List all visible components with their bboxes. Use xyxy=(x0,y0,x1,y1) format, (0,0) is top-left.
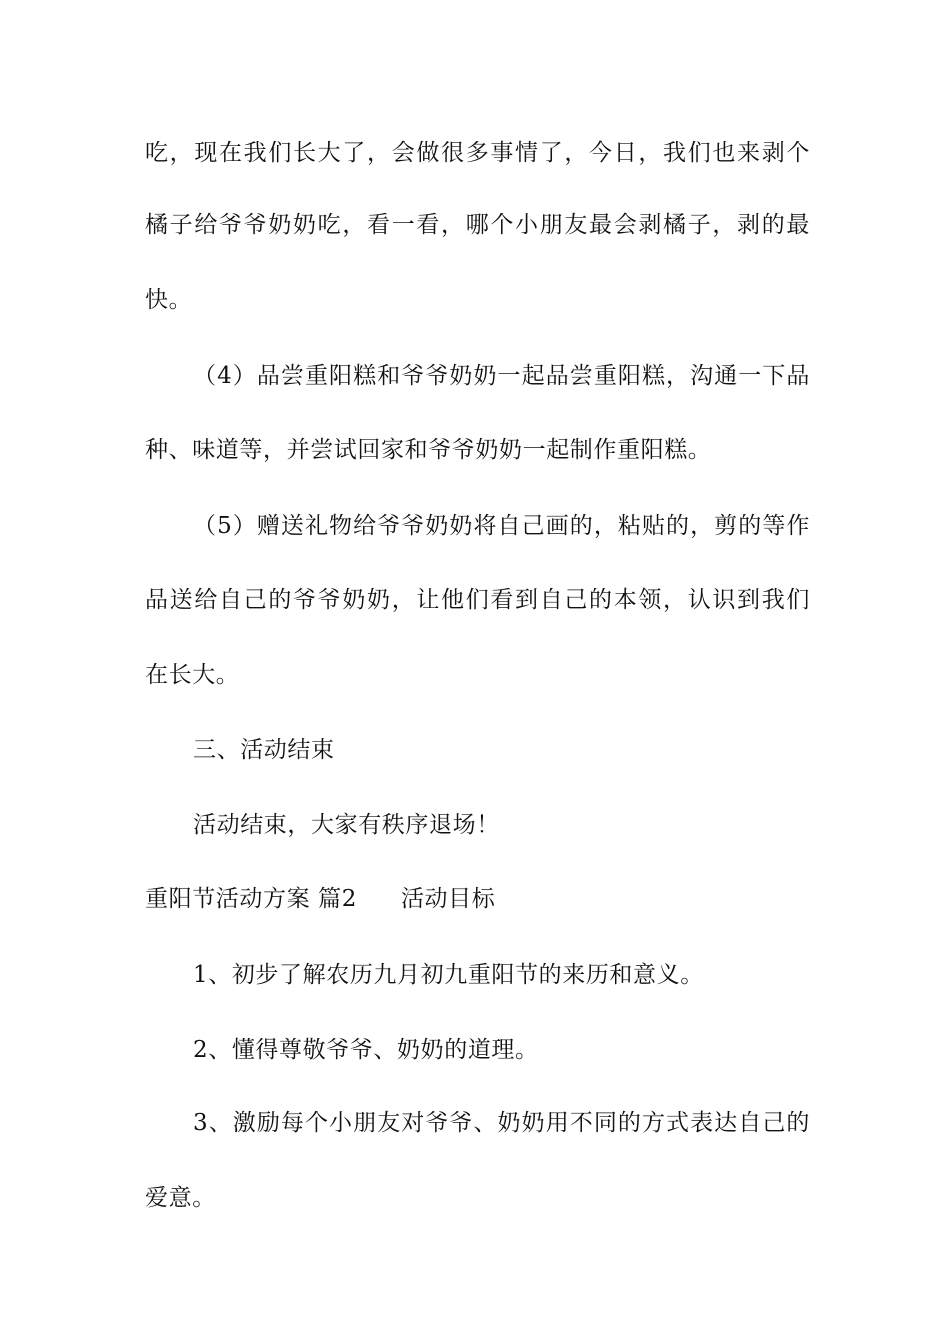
section-title: 重阳节活动方案 篇2 xyxy=(145,886,357,912)
paragraph-line: （4）品尝重阳糕和爷爷奶奶一起品尝重阳糕，沟通一下品 xyxy=(193,363,810,389)
list-item: 1、初步了解农历九月初九重阳节的来历和意义。 xyxy=(193,962,704,988)
paragraph-line: 活动结束，大家有秩序退场！ xyxy=(193,812,500,838)
paragraph-line: 在长大。 xyxy=(145,662,240,688)
list-item: 2、懂得尊敬爷爷、奶奶的道理。 xyxy=(193,1037,539,1063)
paragraph-line: 爱意。 xyxy=(145,1185,216,1211)
paragraph-line: 品送给自己的爷爷奶奶，让他们看到自己的本领，认识到我们 xyxy=(145,587,810,613)
paragraph-line: 快。 xyxy=(145,287,193,313)
paragraph-line: 橘子给爷爷奶奶吃，看一看，哪个小朋友最会剥橘子，剥的最 xyxy=(145,212,810,238)
list-item: 3、激励每个小朋友对爷爷、奶奶用不同的方式表达自己的 xyxy=(193,1110,810,1136)
paragraph-line: 种、味道等，并尝试回家和爷爷奶奶一起制作重阳糕。 xyxy=(145,437,712,463)
paragraph-line: （5）赠送礼物给爷爷奶奶将自己画的，粘贴的，剪的等作 xyxy=(193,513,810,539)
section-heading: 三、活动结束 xyxy=(193,737,335,763)
document-section-title xyxy=(145,884,810,914)
paragraph-line: 吃，现在我们长大了，会做很多事情了，今日，我们也来剥个 xyxy=(145,140,810,166)
section-subtitle: 活动目标 xyxy=(400,886,496,912)
